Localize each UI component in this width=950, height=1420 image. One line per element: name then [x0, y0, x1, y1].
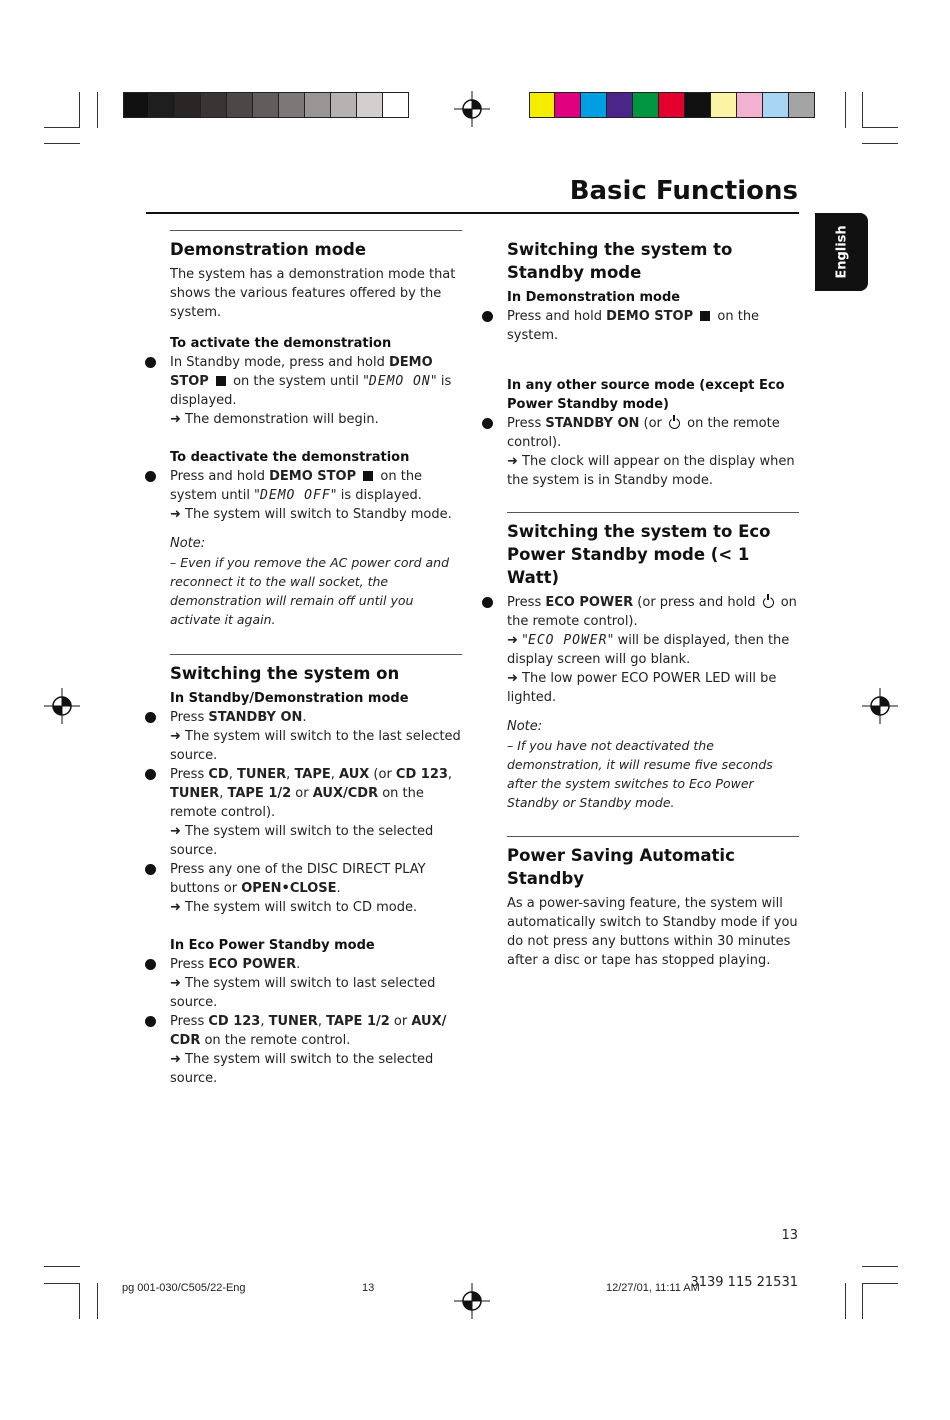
color-swatch [175, 92, 201, 118]
color-swatch [253, 92, 279, 118]
left-column [170, 226, 462, 1088]
color-swatch [227, 92, 253, 118]
result-arrow: ➜ The system will switch to the selected source. [170, 822, 462, 860]
power-icon [763, 597, 774, 608]
bullet-icon [145, 959, 156, 970]
demo-heading: Demonstration mode [170, 240, 367, 259]
note-text: – If you have not deactivated the demonstration, it will resume five seconds after the system switches to Eco Power Standby or Standby mode. [507, 738, 773, 810]
registration-mark-top [454, 91, 490, 127]
registration-mark-bottom [454, 1283, 490, 1319]
color-swatch [685, 92, 711, 118]
color-swatch [123, 92, 149, 118]
color-swatch [711, 92, 737, 118]
color-swatch [357, 92, 383, 118]
auto-standby-text: As a power-saving feature, the system will automatically switch to Standby mode if you do not press any buttons within 30 minutes after a disc or tape has stopped playing. [507, 896, 798, 968]
list-item: Press STANDBY ON. [170, 708, 462, 727]
result-arrow: ➜ The demonstration will begin. [170, 410, 462, 429]
result-arrow: ➜ The system will switch to the selected source. [170, 1050, 462, 1088]
registration-mark-right [862, 688, 898, 724]
footer-date: 12/27/01, 11:11 AM [606, 1282, 700, 1294]
footer-filename: pg 001-030/C505/22-Eng [122, 1282, 246, 1294]
page-number: 13 [781, 1228, 798, 1243]
color-swatch [279, 92, 305, 118]
bullet-icon [145, 471, 156, 482]
note-label: Note: [507, 719, 543, 734]
deactivate-heading: To deactivate the demonstration [170, 450, 410, 465]
language-tab [815, 213, 868, 291]
bullet-icon [145, 357, 156, 368]
list-item: Press CD 123, TUNER, TAPE 1/2 or AUX/ CDR on the remote control. [170, 1012, 462, 1050]
color-swatch [763, 92, 789, 118]
list-item: Press CD, TUNER, TAPE, AUX (or CD 123, TUNER, TAPE 1/2 or AUX/CDR on the remote control). [170, 765, 462, 822]
list-item: Press any one of the DISC DIRECT PLAY buttons or OPEN•CLOSE. [170, 860, 462, 898]
color-swatch [201, 92, 227, 118]
footer-code: 3139 115 21531 [690, 1275, 798, 1290]
section-divider [170, 654, 462, 655]
result-arrow: ➜ The system will switch to the last selected source. [170, 727, 462, 765]
color-swatch [331, 92, 357, 118]
page-title: Basic Functions [569, 176, 798, 206]
color-swatch [383, 92, 409, 118]
title-divider [146, 212, 799, 214]
result-arrow: ➜ The system will switch to Standby mode. [170, 505, 462, 524]
color-swatch [659, 92, 685, 118]
list-item: In Standby mode, press and hold DEMO STOP on the system until "DEMO ON" is displayed. [170, 353, 462, 410]
language-tab-label: English [834, 225, 849, 279]
color-swatch [149, 92, 175, 118]
bullet-icon [145, 1016, 156, 1027]
bullet-icon [482, 311, 493, 322]
result-arrow: ➜ The system will switch to last selected source. [170, 974, 462, 1012]
result-arrow: ➜ The low power ECO POWER LED will be lighted. [507, 669, 799, 707]
note-label: Note: [170, 536, 206, 551]
result-arrow: ➜ "ECO POWER" will be displayed, then the display screen will go blank. [507, 631, 799, 669]
color-swatch [737, 92, 763, 118]
demo-intro: The system has a demonstration mode that shows the various features offered by the system. [170, 267, 456, 320]
auto-standby-heading: Power Saving Automatic Standby [507, 846, 735, 888]
eco-heading: Switching the system to Eco Power Standby mode (< 1 Watt) [507, 522, 771, 587]
result-arrow: ➜ The system will switch to CD mode. [170, 898, 462, 917]
color-swatch [305, 92, 331, 118]
stop-square-icon [700, 311, 710, 321]
list-item: Press and hold DEMO STOP on the system until "DEMO OFF" is displayed. [170, 467, 462, 505]
list-item: Press STANDBY ON (or on the remote control). [507, 414, 799, 452]
color-swatch [607, 92, 633, 118]
bullet-icon [482, 597, 493, 608]
demo-mode-subheading: In Demonstration mode [507, 290, 681, 305]
bullet-icon [482, 418, 493, 429]
section-divider [507, 836, 799, 837]
color-swatch [789, 92, 815, 118]
list-item: Press ECO POWER (or press and hold on the remote control). [507, 593, 799, 631]
eco-standby-subheading: In Eco Power Standby mode [170, 938, 375, 953]
color-swatch [529, 92, 555, 118]
color-swatch [555, 92, 581, 118]
list-item: Press and hold DEMO STOP on the system. [507, 307, 799, 345]
bullet-icon [145, 864, 156, 875]
color-swatch [633, 92, 659, 118]
section-divider [507, 512, 799, 513]
standby-heading: Switching the system to Standby mode [507, 240, 733, 282]
stop-square-icon [363, 471, 373, 481]
section-divider [170, 230, 462, 231]
list-item: Press ECO POWER. [170, 955, 462, 974]
activate-heading: To activate the demonstration [170, 336, 392, 351]
stop-square-icon [216, 376, 226, 386]
registration-mark-left [44, 688, 80, 724]
standby-demo-subheading: In Standby/Demonstration mode [170, 691, 409, 706]
bullet-icon [145, 712, 156, 723]
footer-page: 13 [362, 1282, 375, 1294]
switch-on-heading: Switching the system on [170, 664, 400, 683]
result-arrow: ➜ The clock will appear on the display when the system is in Standby mode. [507, 452, 799, 490]
right-column [507, 226, 799, 970]
other-source-subheading: In any other source mode (except Eco Power Standby mode) [507, 378, 785, 412]
color-swatch [581, 92, 607, 118]
bullet-icon [145, 769, 156, 780]
note-text: – Even if you remove the AC power cord and reconnect it to the wall socket, the demonstration will remain off until you activate it again. [170, 555, 450, 627]
power-icon [669, 418, 680, 429]
